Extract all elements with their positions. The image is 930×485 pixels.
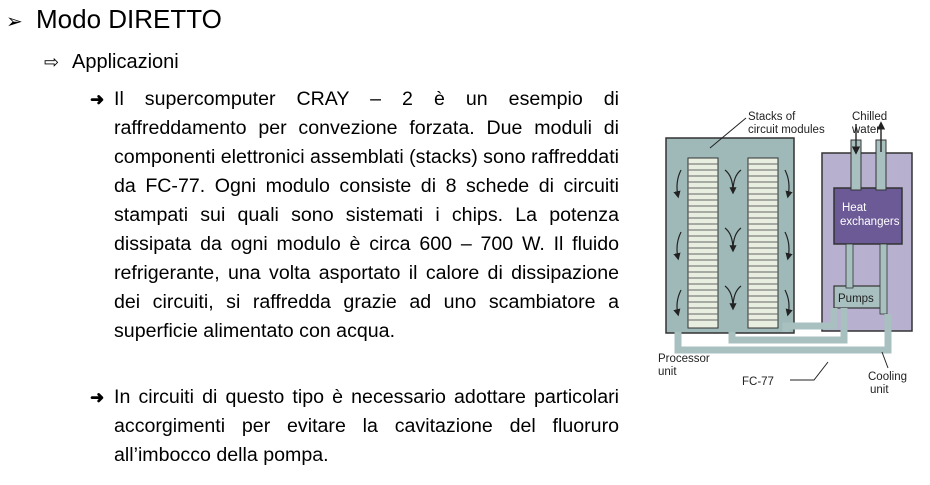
cooling-leader-line xyxy=(882,352,888,368)
paragraph-cray xyxy=(90,85,619,346)
paragraph-cavitation xyxy=(90,383,619,470)
label-cooling-unit: Cooling xyxy=(868,371,907,383)
paragraph-text: Il supercomputer CRAY – 2 è un esempio di raffreddamento per convezione forzata. Due moduli di componenti elettronici assemblati (stacks) sono raffreddati da FC-77. Ogni modulo consiste di 8 schede di circuiti stampati sui quali sono sistemati i chips. La potenza dissipata da ogni modulo è circa 600 – 700 W. Il fluido refrigerante, una volta asportato il calore di dissipazione dei circuiti, si raffredda grazie ad uno scambiatore a superficie alimentato con acqua. xyxy=(114,88,619,342)
arrow-bullet-icon: ➜ xyxy=(90,388,105,407)
subheading-bullet-icon: ⇨ xyxy=(44,52,60,72)
label-pumps: Pumps xyxy=(838,293,874,305)
label-heat-exchangers: exchangers xyxy=(840,216,900,228)
label-stacks: circuit modules xyxy=(748,124,825,136)
label-chilled-water: water xyxy=(852,124,881,136)
label-heat-exchangers: Heat xyxy=(842,202,867,214)
slide-heading xyxy=(6,3,222,38)
label-chilled-water: Chilled xyxy=(852,111,888,123)
slide-subheading xyxy=(44,49,179,75)
coolant-pipe xyxy=(880,244,887,314)
paragraph-text: In circuiti di questo tipo è necessario adottare particolari accorgimenti per evitare la cavitazione del fluoruro all’imbocco della pompa. xyxy=(114,386,619,466)
label-stacks: Stacks of xyxy=(748,111,796,123)
arrow-bullet-icon: ➜ xyxy=(90,90,105,109)
heading-text: Modo DIRETTO xyxy=(36,4,222,34)
circuit-stack-left xyxy=(688,158,718,328)
subheading-text: Applicazioni xyxy=(72,51,179,73)
circuit-stack-right xyxy=(748,158,778,328)
coolant-pipe xyxy=(846,244,853,288)
label-cooling-unit: unit xyxy=(870,384,889,396)
cray-cooling-diagram xyxy=(648,100,920,400)
label-fc77: FC-77 xyxy=(742,376,774,388)
label-processor-unit: unit xyxy=(658,366,677,378)
label-processor-unit: Processor xyxy=(658,353,710,365)
heading-bullet-icon: ➢ xyxy=(6,11,23,33)
fc77-leader-line xyxy=(790,362,828,380)
